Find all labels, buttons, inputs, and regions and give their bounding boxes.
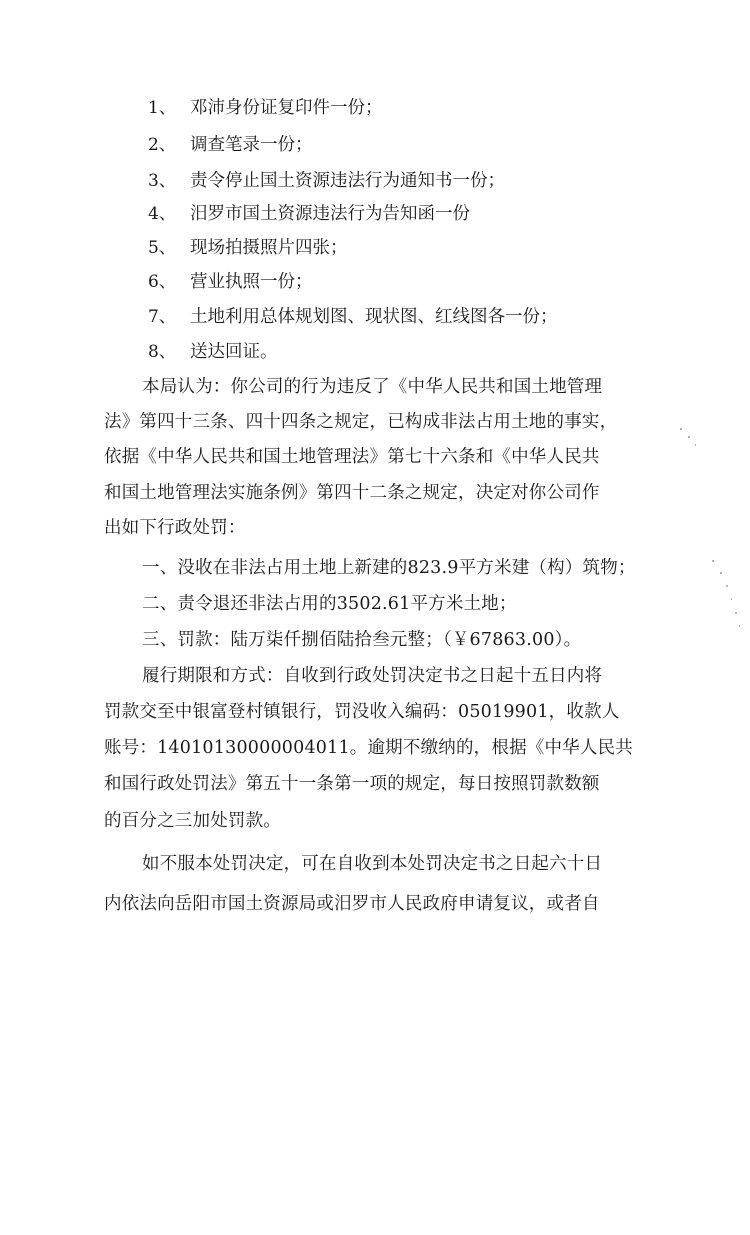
paragraph-line: 内依法向岳阳市国土资源局或汨罗市人民政府申请复议，或者自 <box>104 894 600 914</box>
paragraph-line: 的百分之三加处罚款。 <box>104 811 281 831</box>
scan-speck <box>739 625 740 627</box>
paragraph-line: 履行期限和方式：自收到行政处罚决定书之日起十五日内将 <box>142 666 603 686</box>
list-item-number: 5、 <box>148 238 176 258</box>
list-item-number: 7、 <box>148 307 176 327</box>
list-item: 送达回证。 <box>190 342 278 362</box>
scan-speck <box>695 444 696 446</box>
list-item-number: 8、 <box>148 342 176 362</box>
list-item-number: 1、 <box>148 98 176 118</box>
list-item: 土地利用总体规划图、现状图、红线图各一份； <box>190 307 558 327</box>
scan-speck <box>688 436 690 438</box>
paragraph-line: 依据《中华人民共和国土地管理法》第七十六条和《中华人民共 <box>104 447 600 467</box>
list-item: 营业执照一份； <box>190 272 313 292</box>
scan-speck <box>720 572 722 574</box>
list-item: 现场拍摄照片四张； <box>190 238 348 258</box>
list-item: 责令停止国土资源违法行为通知书一份； <box>190 171 505 191</box>
penalty-item: 一、没收在非法占用土地上新建的823.9平方米建（构）筑物； <box>142 558 636 578</box>
list-item: 邓沛身份证复印件一份； <box>190 98 383 118</box>
scan-speck <box>735 612 737 614</box>
penalty-item: 二、责令退还非法占用的3502.61平方米土地； <box>142 594 517 614</box>
list-item-number: 4、 <box>148 204 176 224</box>
paragraph-line: 本局认为：你公司的行为违反了《中华人民共和国土地管理 <box>142 377 603 397</box>
scan-speck <box>731 598 732 600</box>
paragraph-line: 和国土地管理法实施条例》第四十二条之规定，决定对你公司作 <box>104 483 600 503</box>
list-item-number: 2、 <box>148 135 176 155</box>
list-item: 调查笔录一份； <box>190 135 313 155</box>
scan-speck <box>726 585 728 587</box>
list-item-number: 3、 <box>148 171 176 191</box>
penalty-item: 三、罚款：陆万柒仟捌佰陆拾叁元整；（￥67863.00）。 <box>142 630 582 650</box>
paragraph-line: 罚款交至中银富登村镇银行，罚没收入编码：05019901，收款人 <box>104 702 620 722</box>
scan-speck <box>680 428 682 430</box>
paragraph-line: 法》第四十三条、四十四条之规定，已构成非法占用土地的事实， <box>104 412 618 432</box>
paragraph-line: 和国行政处罚法》第五十一条第一项的规定，每日按照罚款数额 <box>104 774 600 794</box>
scan-speck <box>712 560 714 562</box>
paragraph-line: 账号：14010130000004011。逾期不缴纳的，根据《中华人民共 <box>104 738 633 758</box>
list-item: 汨罗市国土资源违法行为告知函一份 <box>190 204 470 224</box>
paragraph-line: 如不服本处罚决定，可在自收到本处罚决定书之日起六十日 <box>142 854 603 874</box>
paragraph-line: 出如下行政处罚： <box>104 518 246 538</box>
list-item-number: 6、 <box>148 272 176 292</box>
